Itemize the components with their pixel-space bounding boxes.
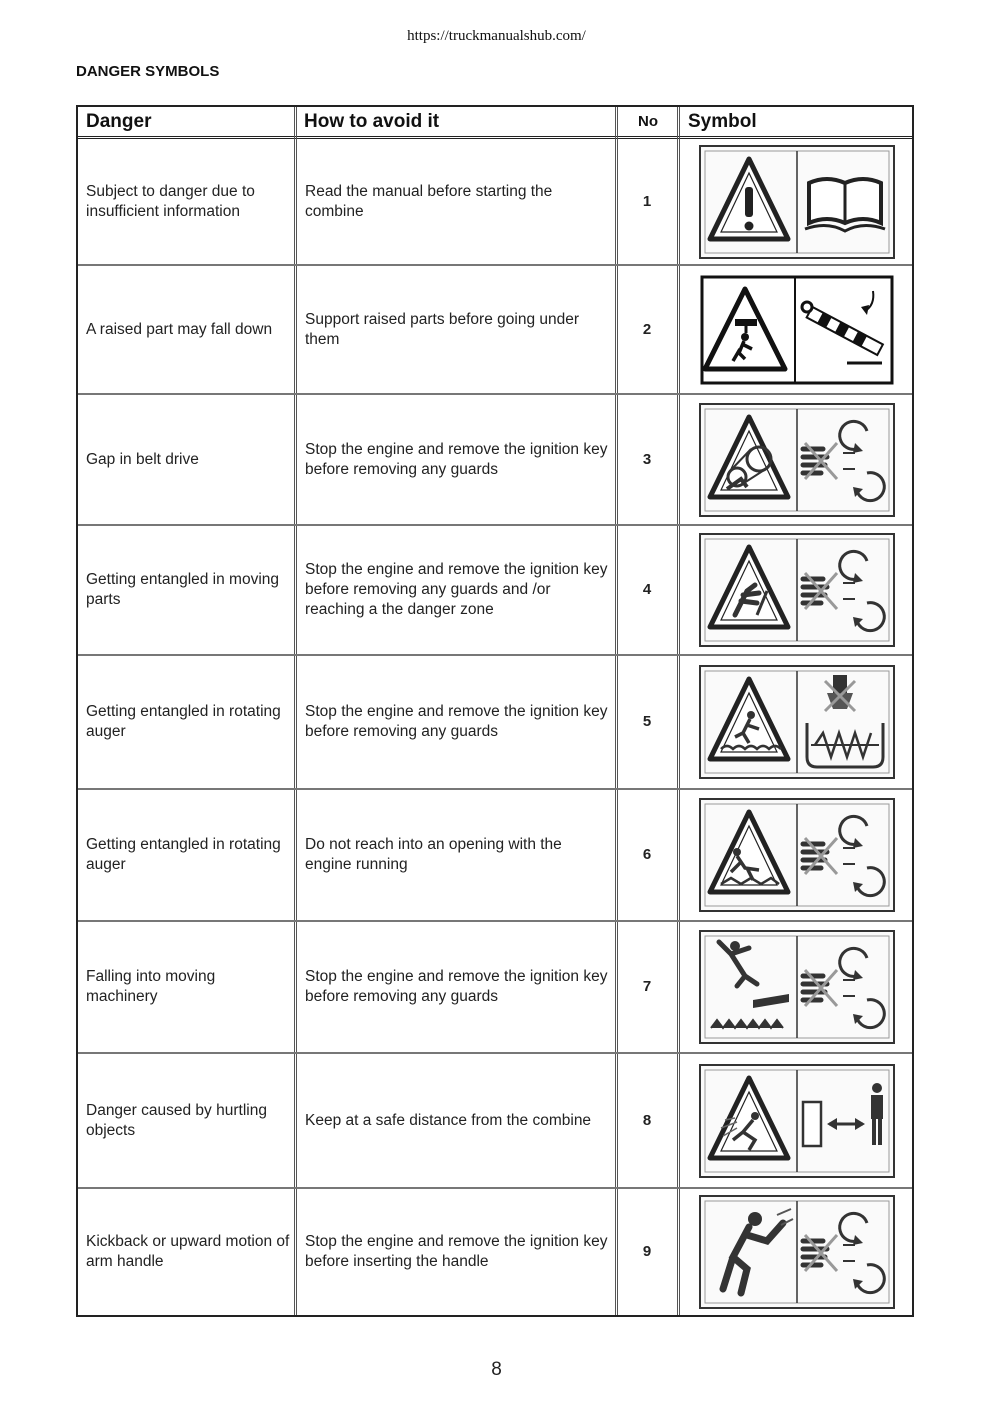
danger-cell: Kickback or upward motion of arm handle	[86, 1233, 290, 1270]
number-cell: 9	[642, 1243, 652, 1260]
table-row	[78, 1054, 912, 1189]
header-url[interactable]: https://truckmanualshub.com/	[407, 28, 586, 44]
column-header-avoid: How to avoid it	[304, 111, 440, 132]
table-row	[78, 395, 912, 526]
danger-symbols-table	[76, 105, 914, 1317]
column-header-symbol: Symbol	[688, 111, 757, 132]
danger-cell: A raised part may fall down	[86, 320, 273, 338]
number-cell: 8	[642, 1111, 652, 1129]
kickback-handle-symbol	[686, 1189, 908, 1315]
number-cell: 6	[642, 846, 652, 863]
table-row	[78, 656, 912, 790]
page-number: 8	[491, 1359, 502, 1380]
table-row	[78, 139, 912, 266]
hurtling-objects-symbol	[686, 1054, 908, 1187]
column-header-danger: Danger	[86, 111, 152, 132]
number-cell: 2	[642, 320, 652, 338]
avoid-cell: Stop the engine and remove the ignition key before removing any guards	[305, 703, 608, 740]
avoid-cell: Stop the engine and remove the ignition key before inserting the handle	[305, 1233, 608, 1270]
danger-cell: Getting entangled in rotating auger	[86, 703, 281, 740]
table-header-row	[78, 107, 912, 139]
danger-cell: Falling into moving machinery	[86, 968, 216, 1005]
section-title: DANGER SYMBOLS	[76, 63, 220, 80]
falling-machinery-symbol	[686, 922, 908, 1052]
table-row	[78, 922, 912, 1054]
rotating-auger-symbol	[686, 656, 908, 788]
belt-drive-gap-symbol	[686, 395, 908, 524]
table-row	[78, 526, 912, 656]
number-cell: 4	[642, 581, 652, 598]
danger-cell: Danger caused by hurtling objects	[86, 1101, 267, 1139]
danger-cell: Gap in belt drive	[86, 450, 199, 468]
danger-cell: Subject to danger due to insufficient information	[86, 182, 255, 220]
raised-part-support-symbol	[686, 266, 908, 393]
number-cell: 3	[642, 450, 652, 468]
avoid-cell: Keep at a safe distance from the combine	[305, 1111, 592, 1129]
number-cell: 1	[642, 192, 652, 210]
column-header-no: No	[638, 113, 658, 130]
danger-cell: Getting entangled in rotating auger	[86, 836, 281, 873]
auger-opening-symbol	[686, 790, 908, 920]
avoid-cell: Stop the engine and remove the ignition key before removing any guards and /or reaching a the danger zone	[305, 561, 608, 618]
table-row	[78, 1189, 912, 1315]
avoid-cell: Stop the engine and remove the ignition key before removing any guards	[305, 968, 608, 1005]
number-cell: 5	[642, 713, 652, 730]
avoid-cell: Stop the engine and remove the ignition key before removing any guards	[305, 440, 608, 478]
number-cell: 7	[642, 978, 652, 995]
moving-parts-entangle-symbol	[686, 526, 908, 654]
table-row	[78, 266, 912, 395]
danger-cell: Getting entangled in moving parts	[86, 571, 280, 608]
avoid-cell: Read the manual before starting the combine	[305, 182, 553, 220]
avoid-cell: Do not reach into an opening with the engine running	[305, 836, 562, 873]
manual-read-warning-symbol	[686, 139, 908, 264]
avoid-cell: Support raised parts before going under them	[305, 310, 580, 348]
table-row	[78, 790, 912, 922]
